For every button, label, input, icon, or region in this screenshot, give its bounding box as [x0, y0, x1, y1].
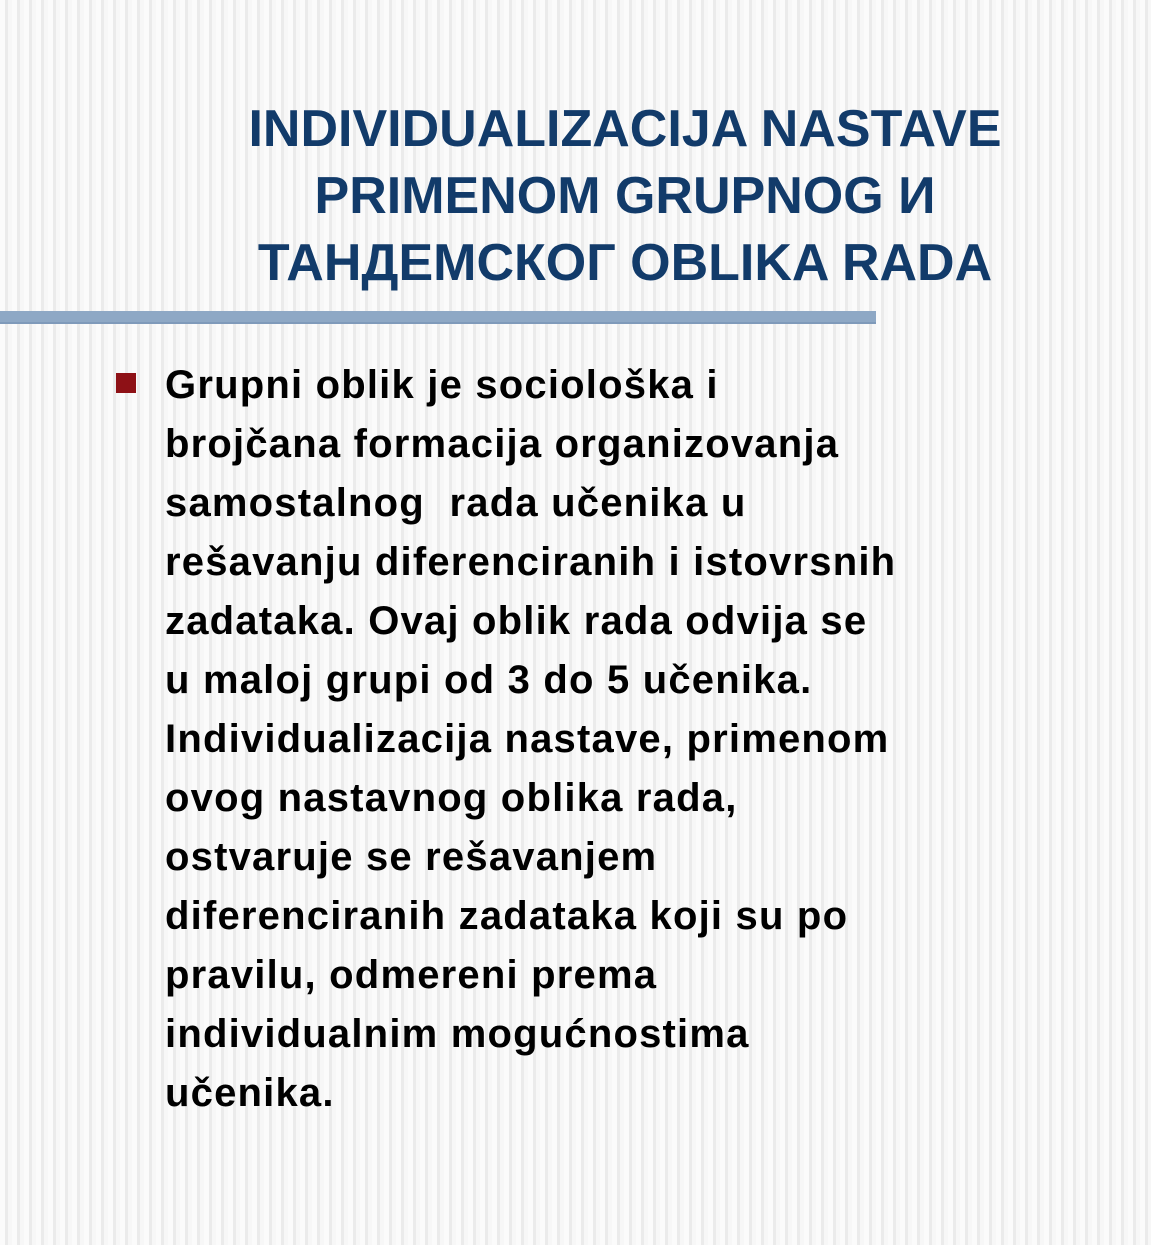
bullet-text-line: pravilu, odmereni prema [165, 953, 658, 997]
bullet-text-line: zadataka. Ovaj oblik rada odvija se [165, 599, 868, 643]
bullet-text-line: individualnim mogućnostima [165, 1012, 750, 1056]
bullet-text-line: Grupni oblik je sociološka i [165, 363, 719, 407]
title-line: PRIMENOM GRUPNOG И [314, 167, 936, 225]
bullet-text [165, 356, 1145, 1123]
bullet-text-line: ovog nastavnog oblika rada, [165, 776, 738, 820]
bullet-text-line: diferenciranih zadataka koji su po [165, 894, 849, 938]
bullet-text-line: Individualizacija nastave, primenom [165, 717, 890, 761]
bullet-text-line: u maloj grupi od 3 do 5 učenika. [165, 658, 813, 702]
title-line: INDIVIDUALIZACIJA NASTAVE [248, 100, 1002, 158]
title-divider [0, 311, 876, 324]
bullet-text-line: samostalnog rada učenika u [165, 481, 747, 525]
bullet-text-line: rešavanju diferenciranih i istovrsnih [165, 540, 897, 584]
square-bullet-icon [116, 373, 136, 393]
title-line: ТАНДЕМСКОГ OBLIKA RADA [257, 234, 993, 292]
slide-title [120, 96, 1130, 297]
bullet-text-line: ostvaruje se rešavanjem [165, 835, 658, 879]
bullet-text-line: brojčana formacija organizovanja [165, 422, 840, 466]
bullet-text-line: učenika. [165, 1071, 335, 1115]
